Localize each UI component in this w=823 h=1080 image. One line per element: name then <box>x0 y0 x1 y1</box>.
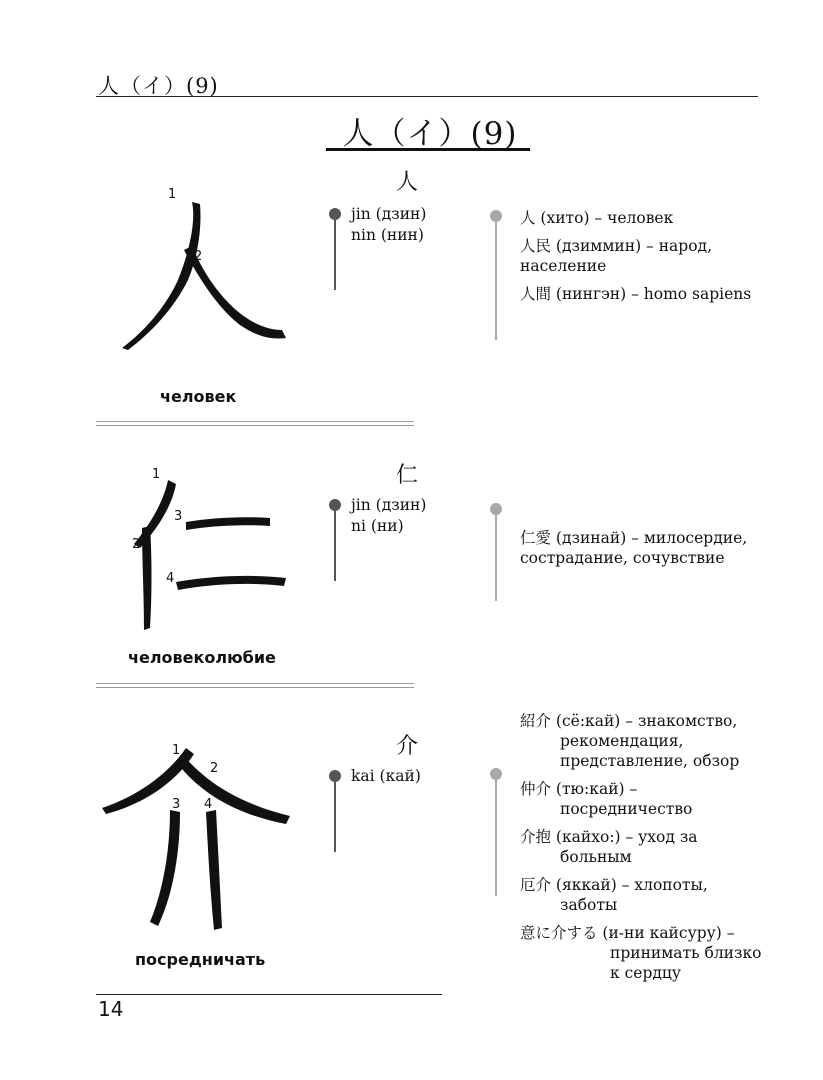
title-underline <box>326 148 530 151</box>
stroke-number: 4 <box>204 797 213 812</box>
examples-marker-stem <box>495 513 497 601</box>
stroke-number: 1 <box>152 467 161 482</box>
examples-marker-stem <box>495 778 497 896</box>
example-word: 人民 (дзиммин) – народ, население <box>520 237 713 275</box>
reading-onyomi: ni (ни) <box>351 517 404 535</box>
section-divider <box>96 421 414 426</box>
example-word: 人間 (нингэн) – homo sapiens <box>520 285 752 303</box>
stroke-number: 3 <box>172 797 181 812</box>
kanji-calligraphy-kai <box>96 738 301 938</box>
example-word: 意に介する (и-ни кайсуру) – принимать близко к сердцу <box>520 924 762 982</box>
readings-list <box>351 495 426 537</box>
reading-onyomi: jin (дзин) <box>351 496 427 514</box>
kanji-calligraphy-hito <box>100 180 300 360</box>
readings-marker-stem <box>334 509 336 581</box>
stroke-number: 2 <box>210 761 219 776</box>
running-header: 人（イ）(9) <box>98 74 219 98</box>
readings-list <box>351 204 426 246</box>
kanji-meaning-caption: человеколюбие <box>128 648 276 667</box>
kanji-character: 介 <box>396 734 419 759</box>
kanji-meaning-caption: человек <box>160 387 237 406</box>
example-word: 紹介 (сё:кай) – знакомство, рекомендация, представление, обзор <box>520 712 740 770</box>
examples-list <box>520 528 747 568</box>
examples-list <box>520 711 761 983</box>
stroke-number: 4 <box>166 571 175 586</box>
section-divider <box>96 683 414 688</box>
reading-onyomi: kai (кай) <box>351 767 421 785</box>
examples-list <box>520 208 751 304</box>
reading-onyomi: nin (нин) <box>351 226 424 244</box>
example-word: 人 (хито) – человек <box>520 209 674 227</box>
page-number: 14 <box>98 997 124 1021</box>
kanji-character: 仁 <box>396 463 419 488</box>
examples-marker-stem <box>495 220 497 340</box>
example-word: 仁愛 (дзинай) – милосердие, сострадание, сочувствие <box>520 529 748 567</box>
footer-rule <box>96 994 442 995</box>
stroke-number: 2 <box>194 249 203 264</box>
reading-onyomi: jin (дзин) <box>351 205 427 223</box>
example-word: 厄介 (яккай) – хлопоты, заботы <box>520 876 708 914</box>
kanji-calligraphy-jin <box>100 458 300 638</box>
readings-marker-stem <box>334 780 336 852</box>
stroke-number: 1 <box>172 743 181 758</box>
header-rule <box>96 96 758 97</box>
readings-list <box>351 766 421 787</box>
page-title: 人（イ）(9) <box>342 116 518 152</box>
stroke-number: 2 <box>132 537 141 552</box>
kanji-character: 人 <box>396 170 419 195</box>
kanji-meaning-caption: посредничать <box>135 950 266 969</box>
stroke-number: 3 <box>174 509 183 524</box>
example-word: 介抱 (кайхо:) – уход за больным <box>520 828 698 866</box>
readings-marker-stem <box>334 218 336 290</box>
example-word: 仲介 (тю:кай) – посредничество <box>520 780 693 818</box>
stroke-number: 1 <box>168 187 177 202</box>
